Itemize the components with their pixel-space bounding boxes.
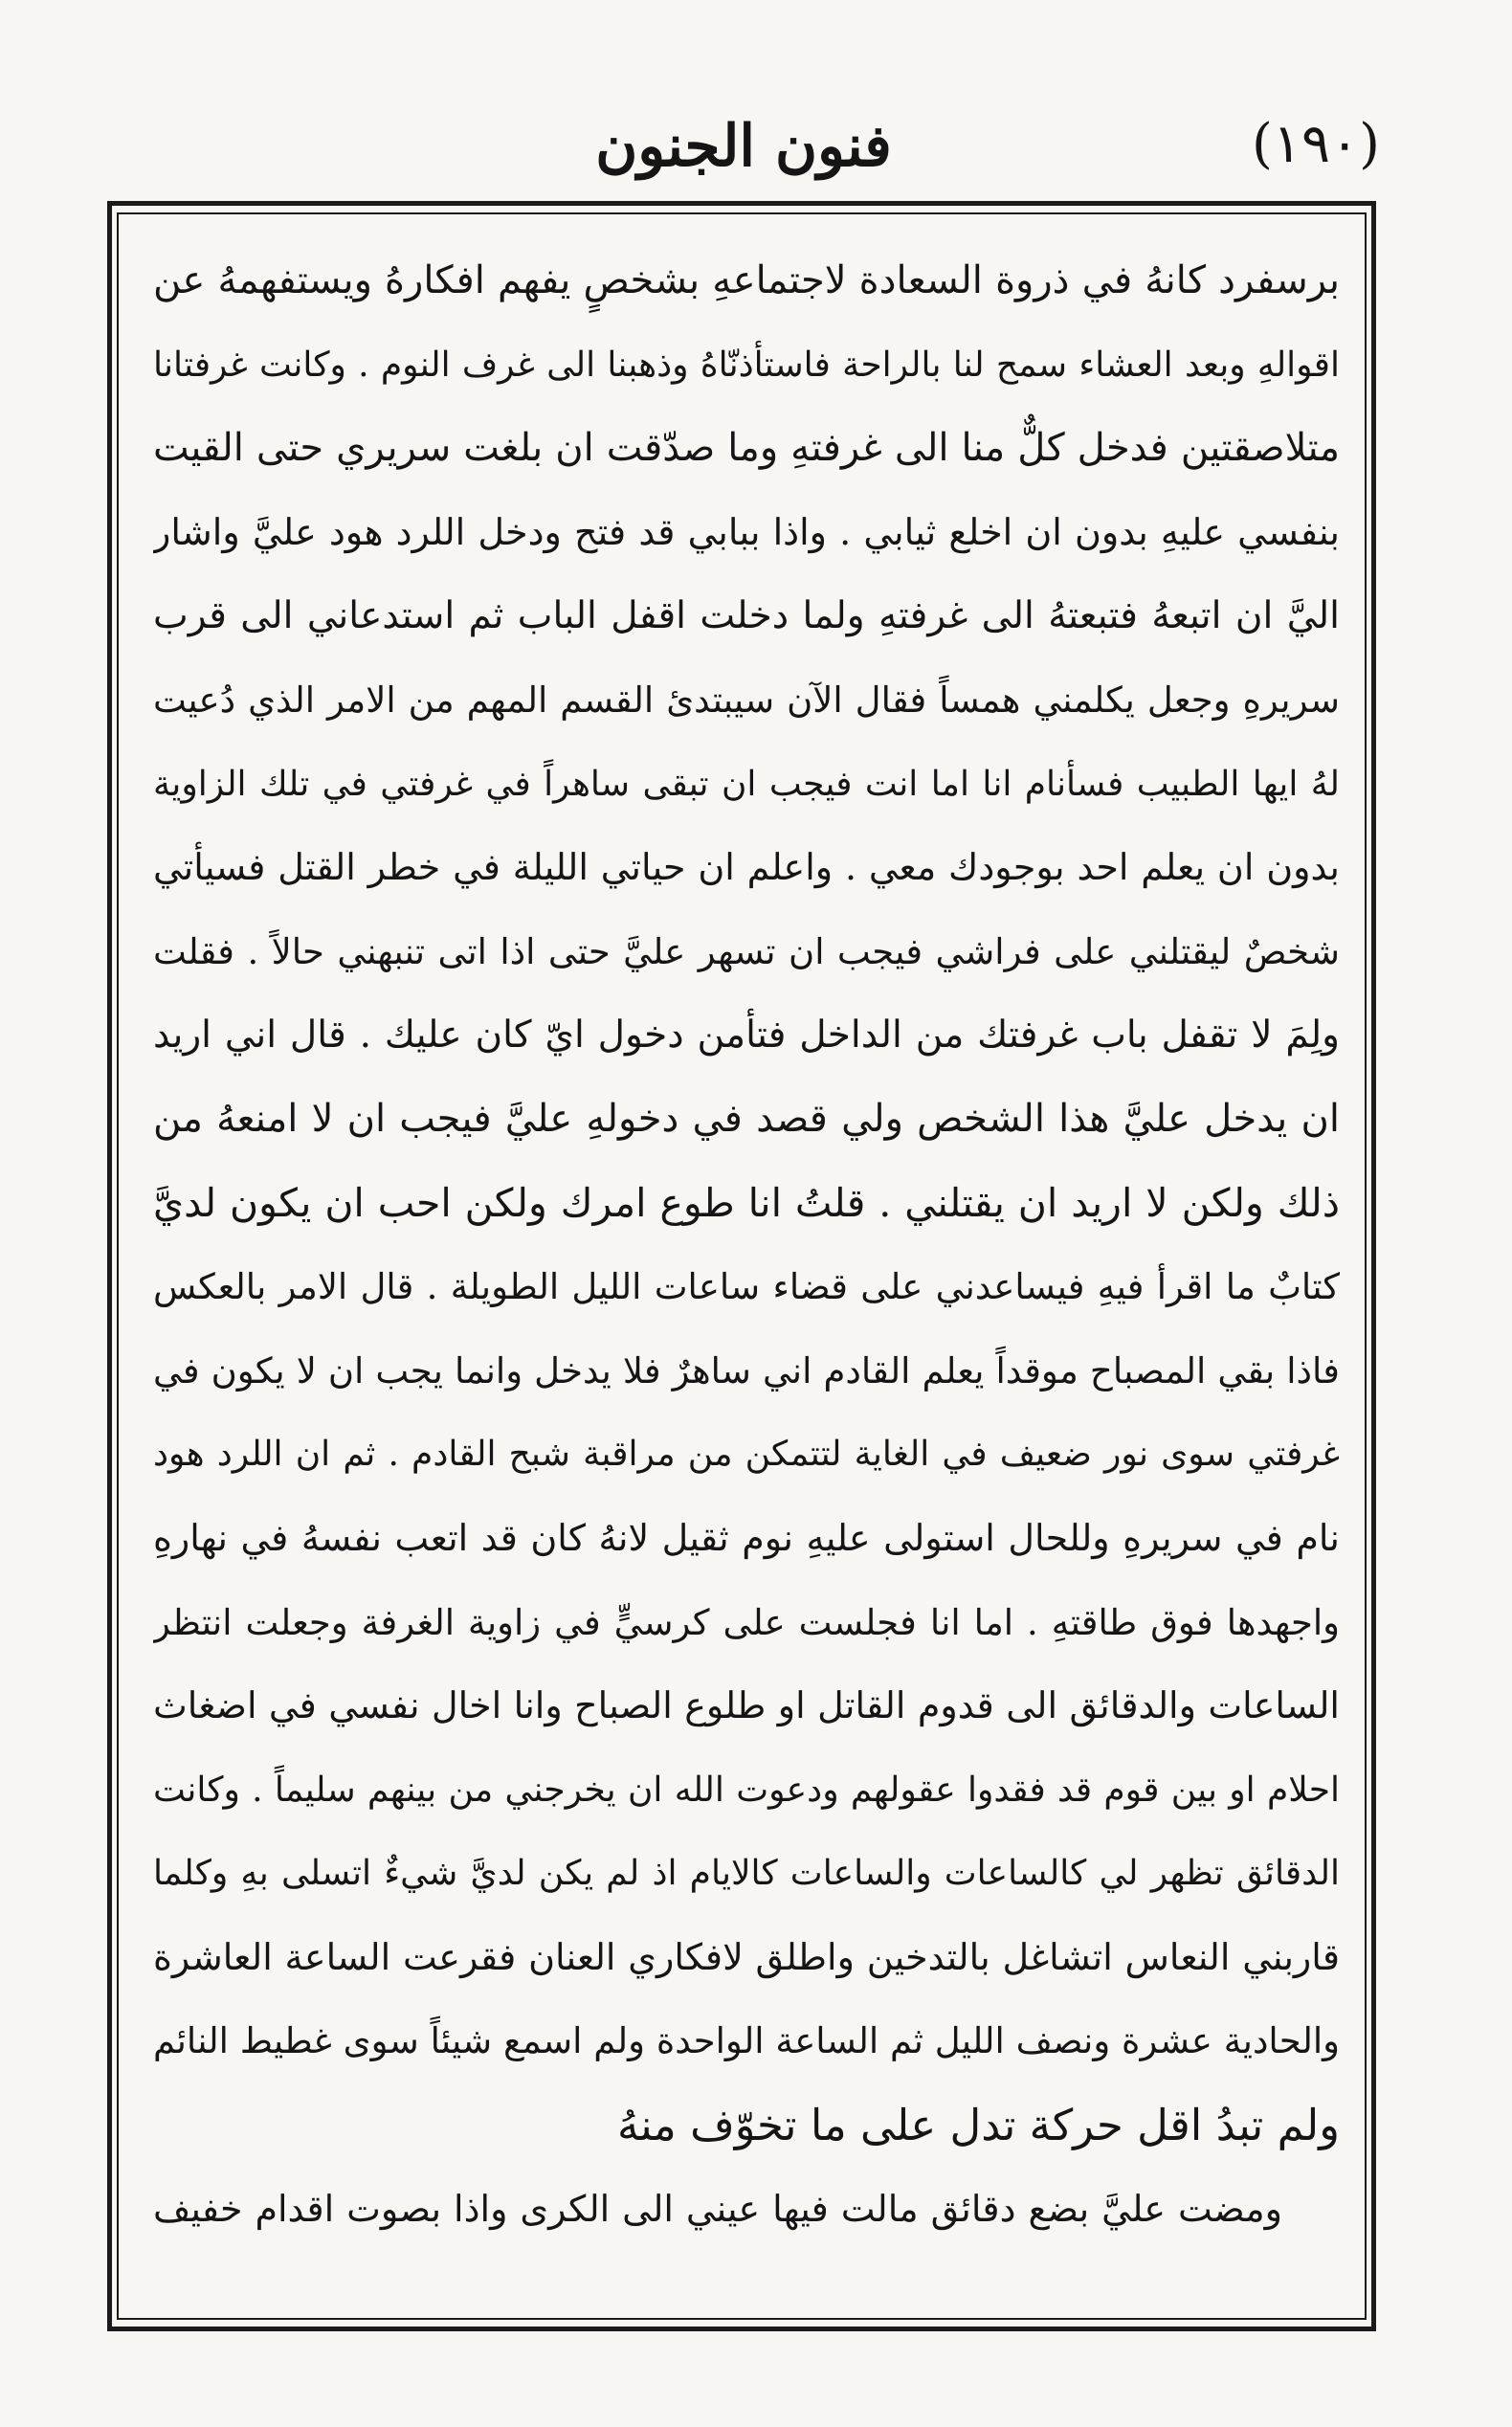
text-line: اليَّ ان اتبعهُ فتبعتهُ الى غرفتهِ ولما دخلت اقفل الباب ثم استدعاني الى قرب: [153, 594, 1340, 638]
text-line: شخصٌ ليقتلني على فراشي فيجب ان تسهر عليَّ حتى اذا اتى تنبهني حالاً . فقلت: [153, 930, 1340, 972]
text-line: اقوالهِ وبعد العشاء سمح لنا بالراحة فاستأذنّاهُ وذهبنا الى غرف النوم . وكانت غرفتانا: [153, 345, 1340, 385]
body-text: [153, 239, 1340, 2251]
text-line: فاذا بقي المصباح موقداً يعلم القادم اني ساهرٌ فلا يدخل وانما يجب ان لا يكون في: [153, 1349, 1340, 1392]
text-line: بنفسي عليهِ بدون ان اخلع ثيابي . واذا ببابي قد فتح ودخل اللرد هود عليَّ واشار: [153, 510, 1340, 553]
text-line: واجهدها فوق طاقتهِ . اما انا فجلست على كرسيٍّ في زاوية الغرفة وجعلت انتظر: [153, 1601, 1340, 1643]
text-line: متلاصقتين فدخل كلٌّ منا الى غرفتهِ وما صدّقت ان بلغت سريري حتى القيت: [153, 426, 1340, 471]
text-line: قاربني النعاس اتشاغل بالتدخين واطلق لافكاري العنان فقرعت الساعة العاشرة: [153, 1935, 1340, 1978]
text-line: ذلك ولكن لا اريد ان يقتلني . قلتُ انا طوع امرك ولكن احب ان يكون لديَّ: [153, 1179, 1340, 1226]
text-line: نام في سريرهِ وللحال استولى عليهِ نوم ثقيل لانهُ كان قد اتعب نفسهُ في نهارهِ: [153, 1516, 1340, 1559]
text-line: بدون ان يعلم احد بوجودك معي . واعلم ان حياتي الليلة في خطر القتل فسيأتي: [153, 846, 1340, 889]
text-line-paragraph-end: ولم تبدُ اقل حركة تدل على ما تخوّف منهُ: [616, 2100, 1340, 2151]
text-line: احلام او بين قوم قد فقدوا عقولهم ودعوت الله ان يخرجني من بينهم سليماً . وكانت: [153, 1770, 1340, 1810]
text-line: غرفتي سوى نور ضعيف في الغاية لتتمكن من مراقبة شبح القادم . ثم ان اللرد هود: [153, 1435, 1340, 1475]
text-line: ولِمَ لا تقفل باب غرفتك من الداخل فتأمن دخول ايّ كان عليك . قال اني اريد: [153, 1013, 1340, 1058]
text-line: والحادية عشرة ونصف الليل ثم الساعة الواحدة ولم اسمع شيئاً سوى غطيط النائم: [153, 2020, 1340, 2062]
text-line: برسفرد كانهُ في ذروة السعادة لاجتماعهِ بشخصٍ يفهم افكارهُ ويستفهمهُ عن: [153, 258, 1340, 302]
page-number: (١٩٠): [1252, 113, 1380, 175]
page-header: [107, 113, 1380, 199]
text-line: لهُ ايها الطبيب فسأنام انا اما انت فيجب ان تبقى ساهراً في غرفتي في تلك الزاوية: [153, 764, 1340, 804]
text-line-paragraph-start: ومضت عليَّ بضع دقائق مالت فيها عيني الى الكرى واذا بصوت اقدام خفيف: [153, 2187, 1282, 2230]
text-line: الساعات والدقائق الى قدوم القاتل او طلوع الصباح وانا اخال نفسي في اضغاث: [153, 1684, 1340, 1727]
text-line: سريرهِ وجعل يكلمني همساً فقال الآن سيبتدئ القسم المهم من الامر الذي دُعيت: [153, 679, 1340, 721]
text-line: كتابٌ ما اقرأ فيهِ فيساعدني على قضاء ساعات الليل الطويلة . قال الامر بالعكس: [153, 1266, 1340, 1308]
running-title: فنون الجنون: [595, 113, 892, 180]
text-line: ان يدخل عليَّ هذا الشخص ولي قصد في دخولهِ عليَّ فيجب ان لا امنعهُ من: [153, 1096, 1340, 1141]
text-line: الدقائق تظهر لي كالساعات والساعات كالايام اذ لم يكن لديَّ شيءٌ اتسلى بهِ وكلما: [153, 1854, 1340, 1894]
